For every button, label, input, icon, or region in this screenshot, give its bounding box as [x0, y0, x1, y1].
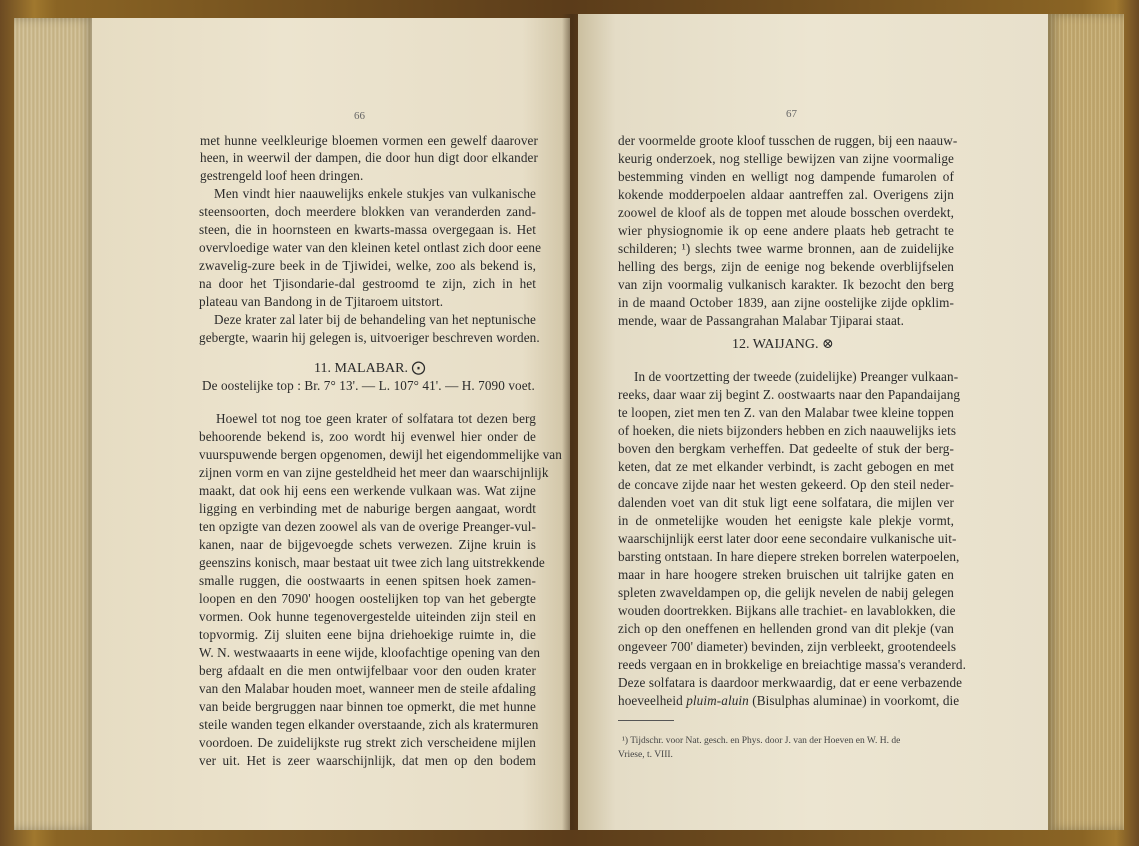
text-line: waarschijnlijk eerst later door eene secondaire vulkanische uit- — [618, 531, 957, 546]
text-line: ten opzigte van dezen zoowel als van de overige Preanger-vul- — [199, 519, 536, 534]
text-line: maakt, dat ook hij eens een werkende vulkaan was. Wat zijne — [199, 483, 536, 498]
text-line: bestemming vinden en welligt nog dampende fumarolen of — [618, 169, 954, 184]
text-line: wouden doortrekken. Bijkans alle trachiet- en lavablokken, die — [618, 603, 956, 618]
text-line: helling des bergs, zijn de eenige nog bekende overblijfselen — [618, 259, 954, 274]
left-page — [92, 18, 570, 830]
text-line: met hunne veelkleurige bloemen vormen een gewelf daarover — [200, 133, 538, 148]
text-line: zich op den oneffenen en hellenden grond van dit plekje (van — [618, 621, 954, 636]
text-line: berg afdaalt en die men ontwijfelbaar voor den ouden krater — [199, 663, 536, 678]
text-line: reeks, daar waar zij begint Z. oostwaarts naar den Papandaijang — [618, 387, 961, 402]
text-line: gestrengeld loof heen dringen. — [200, 168, 364, 183]
footnote-rule — [618, 720, 674, 721]
text-line: gebergte, waarin hij gelegen is, uitvoeriger beschreven worden. — [199, 330, 540, 345]
section-heading — [732, 336, 834, 353]
text-line: keten, dat ze met elkander verbindt, is zacht gebogen en met — [618, 459, 954, 474]
text-line: geenszins konisch, maar bestaat uit twee zich lang uitstrekkende — [199, 555, 545, 570]
text-line: maar in hare hoogere streken bruischen uit talrijke gaten en — [618, 567, 954, 582]
footnote-line: Vriese, t. VIII. — [618, 750, 673, 760]
text-segment: hoeveelheid — [618, 693, 687, 708]
text-line: dalenden voet van dit stuk ligt eene solfatara, die mijlen ver — [618, 495, 954, 510]
text-line: boven den bergkam verheffen. Dat gedeelte of stuk der berg- — [618, 441, 954, 456]
text-line: van beide bergruggen naar binnen toe opmerkt, die met hunne — [199, 699, 536, 714]
page-number: 67 — [786, 108, 797, 120]
text-line: van den Malabar houden moet, wanneer men de steile afdaling — [199, 681, 536, 696]
text-line: zoowel de kloof als de toppen met aloude bosschen overdekt, — [618, 205, 954, 220]
text-line: steen, die in hoornsteen en kwarts-massa overgegaan is. Het — [199, 222, 536, 237]
solfatara-symbol-icon: ⊗ — [821, 337, 834, 352]
text-line: in de onmetelijke wouden het eenigste kale plekje vormt, — [618, 513, 954, 528]
text-line: keurig onderzoek, nog stellige bewijzen van zijne voormalige — [618, 151, 954, 166]
text-line: Deze solfatara is daardoor merkwaardig, dat er eene verbazende — [618, 675, 963, 690]
text-line: kokende modderpoelen aldaar aantreffen zal. Overigens zijn — [618, 187, 954, 202]
text-line: steensoorten, doch meerdere blokken van veranderden zand- — [199, 204, 536, 219]
text-line: schilderen; ¹) slechts twee warme bronnen, aan de zuidelijke — [618, 241, 954, 256]
text-line: reeds vergaan en in brokkelige en breiachtige massa's veranderd. — [618, 657, 966, 672]
text-line: ligging en verbinding met de naburige bergen aangaat, wordt — [199, 501, 536, 516]
text-line: Men vindt hier naauwelijks enkele stukjes van vulkanische — [214, 186, 536, 201]
text-line: vormen. Ook hunne tegenovergestelde uiteinden zijn steil en — [199, 609, 536, 624]
text-line: loopen en den 7090' hoogen oostelijken top van het gebergte — [199, 591, 536, 606]
text-line: ongeveer 700' diameter) bevinden, zijn verbleekt, grootendeels — [618, 639, 957, 654]
text-line: Deze krater zal later bij de behandeling van het neptunische — [214, 312, 536, 327]
text-line: de concave zijde naar het westen gekeerd. Op den steil neder- — [618, 477, 954, 492]
text-line: topvormig. Zij sluiten eene bijna driehoekige ruimte in, die — [199, 627, 536, 642]
text-line: spleten zwaveldampen op, die gelijk nevelen de nabij gelegen — [618, 585, 954, 600]
coordinates: De oostelijke top : Br. 7° 13'. — L. 107° 41'. — H. 7090 voet. — [202, 378, 535, 393]
text-line: der voormelde groote kloof tusschen de ruggen, bij een naauw- — [618, 133, 958, 148]
right-page — [578, 14, 1048, 830]
section-heading — [314, 360, 426, 377]
text-line: ver uit. Het is zeer waarschijnlijk, dat men op den bodem — [199, 753, 536, 768]
text-line: van zijn voormalig vulkanisch karakter. Ik bezocht den berg — [618, 277, 954, 292]
text-line: vuurspuwende bergen opgenomen, dewijl het eigendommelijke van — [199, 447, 562, 462]
text-line: te loopen, ziet men ten Z. van den Malabar twee kleine toppen — [618, 405, 954, 420]
text-line: zwavelig-zure beek in de Tjiwidei, welke, zoo als bekend is, — [199, 258, 536, 273]
text-line: voordoen. De zuidelijkste rug strekt zich verscheidene mijlen — [199, 735, 536, 750]
page-edges-right — [1046, 14, 1124, 830]
text-line: wier physiognomie ik op eene andere plaats heb getracht te — [618, 223, 954, 238]
text-line: zijnen vorm en van zijne gesteldheid het meer dan waarschijnlijk — [199, 465, 549, 480]
volcano-symbol-icon: ⨀ — [411, 361, 426, 376]
text-line — [618, 693, 960, 709]
text-segment: (Bisulphas aluminae) in voorkomt, die — [748, 693, 960, 708]
text-line: mende, waar de Passangrahan Malabar Tjiparai staat. — [618, 313, 905, 328]
emphasized-term: pluim-aluin — [686, 693, 749, 708]
section-title: 11. MALABAR. — [314, 361, 408, 376]
text-line: plateau van Bandong in de Tjitaroem uitstort. — [199, 294, 444, 309]
text-line: na door het Tjisondarie-dal gestroomd te zijn, zich in het — [199, 276, 536, 291]
text-line: of hoeken, die niets bijzonders hebben en zich naauwelijks iets — [618, 423, 957, 438]
section-title: 12. WAIJANG. — [732, 337, 819, 352]
text-line: overvloedige water van den kleinen ketel ontlast zich door eene — [199, 240, 542, 255]
text-line: heen, in weerwil der dampen, die door hun digt door elkander — [200, 150, 538, 165]
text-line: W. N. westwaaarts in eene wijde, kloofachtige opening van den — [199, 645, 541, 660]
page-number: 66 — [354, 110, 365, 122]
page-edges-left — [14, 18, 94, 830]
text-line: in de maand October 1839, aan zijne oostelijke zijde opklim- — [618, 295, 954, 310]
text-line: smalle ruggen, die oostwaarts in eenen spitsen hoek zamen- — [199, 573, 536, 588]
text-line: kanen, naar de bijgevoegde schets verwezen. Zijne kruin is — [199, 537, 536, 552]
text-line: steile wanden tegen elkander overstaande, zich als kratermuren — [199, 717, 539, 732]
text-line: In de voortzetting der tweede (zuidelijke) Preanger vulkaan- — [634, 369, 959, 384]
text-line: behoorende bekend is, zoo wordt hij evenwel hier onder de — [199, 429, 536, 444]
text-line: Hoewel tot nog toe geen krater of solfatara tot dezen berg — [216, 411, 536, 426]
footnote-line: ¹) Tijdschr. voor Nat. gesch. en Phys. door J. van der Hoeven en W. H. de — [622, 736, 901, 746]
text-line: barsting ontstaan. In hare diepere streken borrelen waterpoelen, — [618, 549, 960, 564]
